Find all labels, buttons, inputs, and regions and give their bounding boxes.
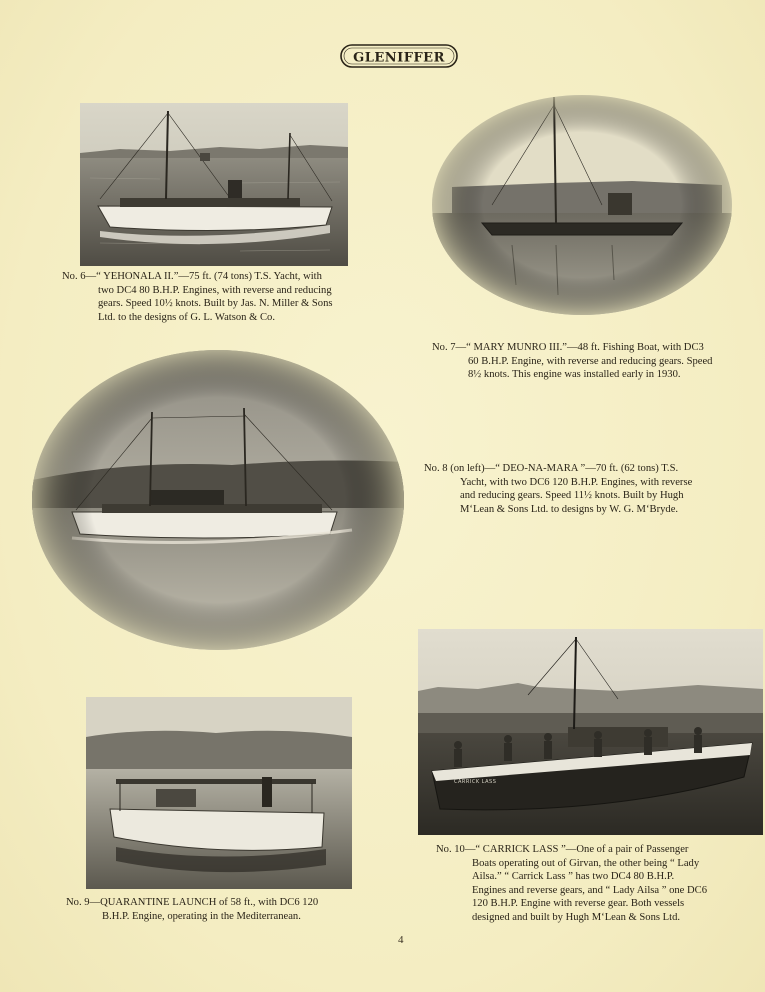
- caption-line: No. 7—“ MARY MUNRO III.”—48 ft. Fishing Boat, with DC3: [432, 342, 704, 353]
- caption-line: 8½ knots. This engine was installed early in 1930.: [468, 369, 681, 380]
- caption-line: No. 10—“ CARRICK LASS ”—One of a pair of Passenger: [436, 844, 689, 855]
- photo-mary-munro: [432, 95, 732, 315]
- caption-line: gears. Speed 10½ knots. Built by Jas. N. Miller & Sons: [98, 298, 333, 309]
- caption-line: Engines and reverse gears, and “ Lady Ailsa ” one DC6: [472, 884, 708, 896]
- gleniffer-logo: [340, 42, 458, 70]
- caption-line: Yacht, with two DC6 120 B.H.P. Engines, with reverse: [460, 476, 693, 488]
- caption-line: B.H.P. Engine, operating in the Mediterranean.: [102, 910, 301, 922]
- caption-line: two DC4 80 B.H.P. Engines, with reverse and reducing: [98, 284, 332, 296]
- caption-line: Ltd. to the designs of G. L. Watson & Co.: [98, 311, 275, 323]
- hull-lettering: CARRICK LASS: [454, 779, 497, 785]
- caption-line: Ailsa.” “ Carrick Lass ” has two DC4 80 B.H.P.: [472, 871, 675, 882]
- caption-yehonala: [62, 270, 372, 324]
- caption-line: 120 B.H.P. Engine with reverse gear. Both vessels: [472, 898, 685, 909]
- photo-yehonala: [80, 103, 348, 266]
- caption-line: 60 B.H.P. Engine, with reverse and reducing gears. Speed: [468, 355, 713, 367]
- caption-carrick-lass: [436, 843, 756, 924]
- caption-line: No. 6—“ YEHONALA II.”—75 ft. (74 tons) T.S. Yacht, with: [62, 271, 322, 282]
- caption-line: Boats operating out of Girvan, the other being “ Lady: [472, 857, 700, 869]
- photo-deo-na-mara: [32, 350, 404, 650]
- photo-quarantine-launch: [86, 697, 352, 889]
- caption-line: No. 9—QUARANTINE LAUNCH of 58 ft., with DC6 120: [66, 897, 319, 908]
- logo-text: GLENIFFER: [353, 50, 445, 66]
- caption-line: designed and built by Hugh M‘Lean & Sons Ltd.: [472, 911, 681, 923]
- page-number: 4: [398, 934, 404, 946]
- caption-line: No. 8 (on left)—“ DEO-NA-MARA ”—70 ft. (62 tons) T.S.: [424, 463, 679, 474]
- caption-line: M‘Lean & Sons Ltd. to designs by W. G. M‘Bryde.: [460, 503, 679, 515]
- caption-mary-munro: [432, 341, 752, 382]
- photo-carrick-lass: [418, 629, 763, 835]
- caption-quarantine-launch: [66, 896, 376, 923]
- caption-deo-na-mara: [424, 462, 744, 516]
- caption-line: and reducing gears. Speed 11½ knots. Built by Hugh: [460, 490, 684, 501]
